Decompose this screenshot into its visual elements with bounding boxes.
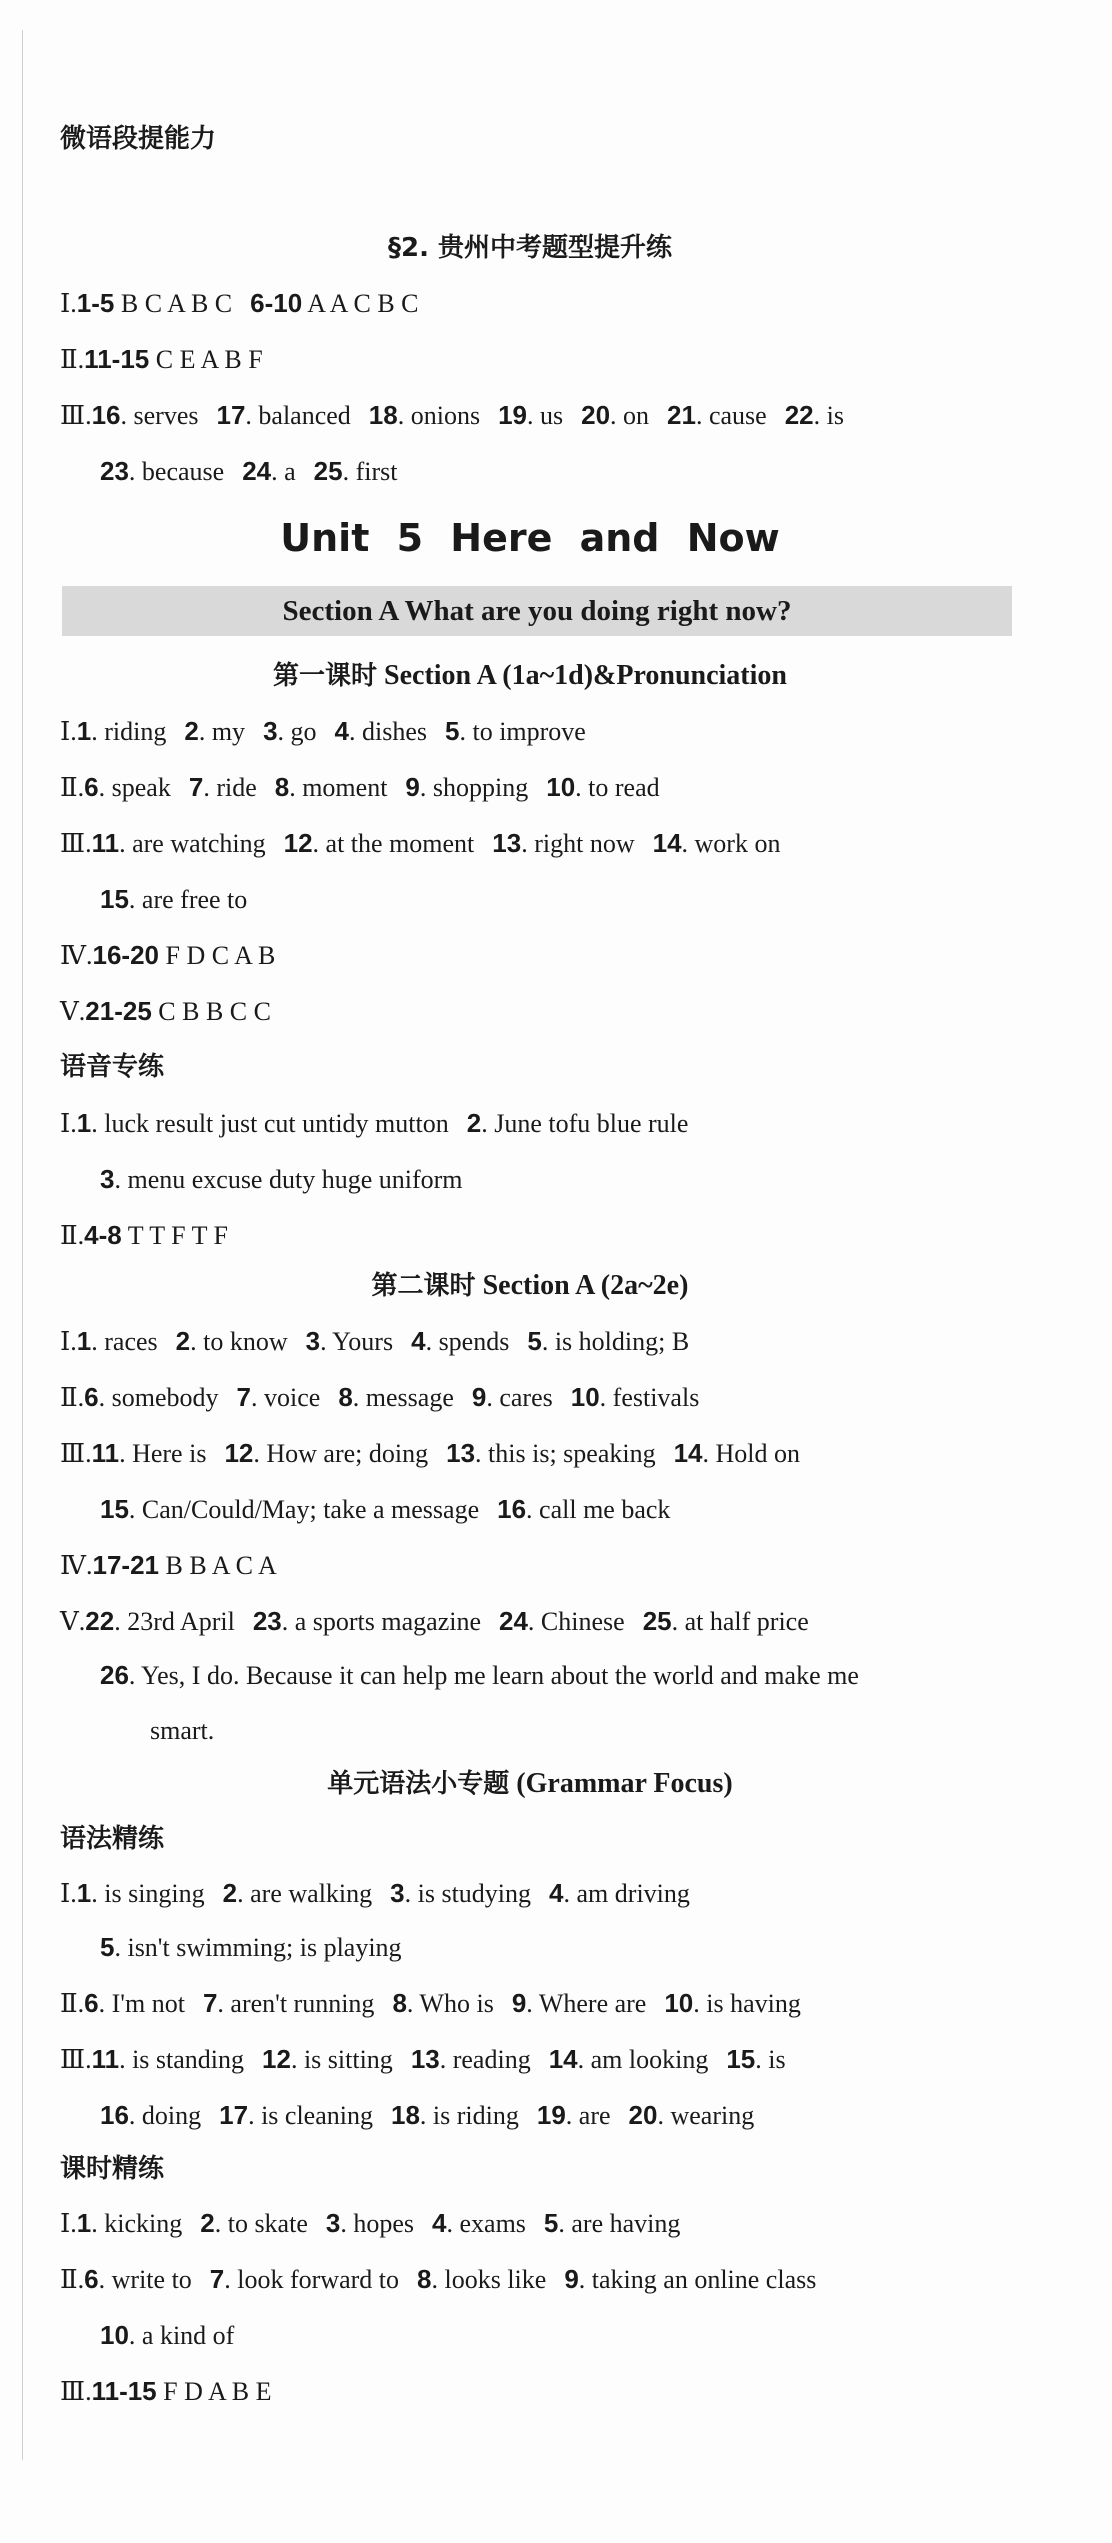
item-answer: . Where are: [526, 1989, 647, 2018]
answer-line: [60, 770, 1092, 805]
item-answer: . are free to: [128, 885, 248, 914]
item-number: 1: [76, 1326, 92, 1356]
roman-numeral: Ⅲ.: [60, 2045, 92, 2074]
item-answer: A A C B C: [302, 289, 419, 318]
item-number: 17: [216, 400, 246, 430]
grammar-title-cn: 单元语法小专题: [327, 1769, 510, 1799]
item-number: 1: [76, 1108, 92, 1138]
item-number: 3: [305, 1326, 321, 1356]
item-number: 5: [445, 716, 460, 746]
item-number: 16: [497, 1494, 527, 1524]
section-heading-grammar-practice: 语法精练: [60, 1824, 165, 1854]
item-answer: . is riding: [419, 2101, 519, 2130]
item-number: 1: [76, 716, 92, 746]
item-answer: . wearing: [657, 2101, 755, 2130]
item-number: 16: [100, 2100, 129, 2130]
item-answer: . exams: [446, 2209, 526, 2238]
item-answer: . is studying: [404, 1879, 532, 1908]
item-answer: . festivals: [599, 1383, 700, 1412]
item-number: 11: [91, 1438, 120, 1468]
roman-numeral: Ⅰ.: [60, 1109, 77, 1138]
item-answer: . serves: [120, 401, 199, 430]
roman-numeral: Ⅳ.: [60, 941, 93, 970]
item-answer: . a sports magazine: [281, 1607, 481, 1636]
roman-numeral: Ⅰ.: [60, 1879, 77, 1908]
item-number: 19: [536, 2100, 566, 2130]
lesson1-title-en: Section A (1a~1d)&Pronunciation: [377, 660, 787, 691]
section-heading-pronunciation: 语音专练: [60, 1052, 165, 1082]
item-answer: . moment: [289, 773, 388, 802]
item-answer: . because: [128, 457, 225, 486]
item-answer: . are watching: [119, 829, 266, 858]
item-number: 5: [527, 1326, 542, 1356]
item-number: 8: [274, 772, 290, 802]
answer-line: [60, 2206, 1092, 2241]
item-number: 15: [100, 1494, 129, 1524]
answer-line: [60, 1106, 1092, 1141]
item-answer: . work on: [681, 829, 781, 858]
answer-line: [100, 454, 1092, 489]
item-answer: . go: [277, 717, 317, 746]
item-number: 21-25: [85, 996, 152, 1026]
item-answer: . a: [271, 457, 296, 486]
item-number: 11-15: [91, 2376, 157, 2406]
lesson2-title-cn: 第二课时: [371, 1271, 476, 1301]
item-number: 19: [498, 400, 527, 430]
answer-line: [60, 2262, 1092, 2297]
answer-line: [100, 1930, 1092, 1965]
item-number: 3: [100, 1164, 115, 1194]
item-answer: . Here is: [119, 1439, 207, 1468]
answer-line: [60, 1986, 1092, 2021]
item-answer: . Can/Could/May; take a message: [128, 1495, 480, 1524]
roman-numeral: Ⅴ.: [60, 1607, 86, 1636]
answer-line: [60, 714, 1092, 749]
item-number: 10: [570, 1382, 600, 1412]
item-number: 18: [391, 2100, 420, 2130]
item-number: 5: [543, 2208, 559, 2238]
item-number: 23: [252, 1606, 282, 1636]
answer-line: [60, 2042, 1092, 2077]
roman-numeral: Ⅱ.: [60, 1221, 85, 1250]
item-number: 6: [84, 2264, 99, 2294]
answer-line: [60, 1876, 1092, 1911]
answer-line: [60, 2374, 1092, 2409]
item-number: 24: [499, 1606, 528, 1636]
item-answer: . this is; speaking: [475, 1439, 656, 1468]
item-answer: . menu excuse duty huge uniform: [114, 1165, 463, 1194]
item-number: 4: [334, 716, 349, 746]
item-answer: . June tofu blue rule: [481, 1109, 689, 1138]
item-answer: . message: [352, 1383, 454, 1412]
item-answer: . speak: [98, 773, 171, 802]
item-number: 5: [100, 1932, 115, 1962]
item-number: 9: [471, 1382, 487, 1412]
answer-line: [100, 2318, 1092, 2353]
guizhou-title: [0, 230, 1060, 266]
item-number: 20: [581, 400, 611, 430]
item-number: 10: [664, 1988, 694, 2018]
item-answer: . am driving: [563, 1879, 690, 1908]
item-answer: F D A B E: [156, 2377, 272, 2406]
roman-numeral: Ⅱ.: [60, 1383, 85, 1412]
item-answer: . are: [565, 2101, 611, 2130]
item-answer: . looks like: [431, 2265, 547, 2294]
item-number: 10: [546, 772, 576, 802]
lesson2-title-en: Section A (2a~2e): [475, 1270, 689, 1301]
answer-line: [60, 342, 1092, 377]
roman-numeral: Ⅰ.: [60, 717, 77, 746]
item-number: 12: [283, 828, 313, 858]
roman-numeral: Ⅰ.: [60, 1327, 77, 1356]
roman-numeral: Ⅳ.: [60, 1551, 93, 1580]
item-number: 4-8: [84, 1220, 122, 1250]
item-number: 22: [85, 1606, 115, 1636]
item-answer: . is holding; B: [541, 1327, 690, 1356]
item-number: 1: [76, 2208, 92, 2238]
item-number: 7: [209, 2264, 225, 2294]
item-number: 6: [84, 1988, 99, 2018]
item-number: 25: [642, 1606, 672, 1636]
item-number: 2: [184, 716, 199, 746]
item-number: 6: [84, 772, 99, 802]
item-number: 9: [511, 1988, 527, 2018]
item-answer: . ride: [203, 773, 257, 802]
roman-numeral: Ⅴ.: [60, 997, 86, 1026]
item-answer: . my: [198, 717, 246, 746]
item-number: 8: [417, 2264, 432, 2294]
item-answer: . right now: [521, 829, 635, 858]
item-answer: . reading: [439, 2045, 531, 2074]
item-answer: . somebody: [98, 1383, 219, 1412]
item-answer: . am looking: [577, 2045, 709, 2074]
item-answer: F D C A B: [158, 941, 276, 970]
answer-line: [60, 1548, 1092, 1583]
item-number: 14: [548, 2044, 578, 2074]
item-answer: . write to: [98, 2265, 192, 2294]
item-answer: . shopping: [419, 773, 529, 802]
answer-line: [60, 1380, 1092, 1415]
item-number: 2: [200, 2208, 215, 2238]
item-number: 8: [392, 1988, 407, 2018]
item-answer: . is singing: [91, 1879, 205, 1908]
item-answer: . onions: [397, 401, 481, 430]
roman-numeral: Ⅲ.: [60, 2377, 92, 2406]
item-number: 3: [263, 716, 278, 746]
answer-line: [60, 1218, 1092, 1253]
item-number: 13: [492, 828, 522, 858]
item-number: 8: [338, 1382, 353, 1412]
section-heading-lesson-practice: 课时精练: [60, 2154, 165, 2184]
answer-line: [100, 1658, 1092, 1693]
item-answer: . spends: [425, 1327, 510, 1356]
guizhou-title-text: §2. 贵州中考题型提升练: [387, 233, 673, 263]
item-number: 17-21: [92, 1550, 159, 1580]
item-number: 12: [262, 2044, 291, 2074]
item-answer: . is sitting: [290, 2045, 393, 2074]
roman-numeral: Ⅱ.: [60, 773, 85, 802]
item-answer: . balanced: [245, 401, 351, 430]
item-number: 13: [446, 1438, 476, 1468]
item-number: 9: [564, 2264, 579, 2294]
item-number: 22: [784, 400, 814, 430]
roman-numeral: Ⅰ.: [60, 2209, 77, 2238]
item-answer: . dishes: [349, 717, 427, 746]
item-number: 26: [100, 1660, 129, 1690]
item-number: 23: [100, 456, 129, 486]
item-answer: B B A C A: [158, 1551, 277, 1580]
lesson1-title-cn: 第一课时: [273, 661, 378, 691]
item-answer: C E A B F: [149, 345, 263, 374]
unit-title: Unit 5 Here and Now: [280, 516, 780, 560]
section-bar: Section A What are you doing right now?: [62, 586, 1012, 636]
roman-numeral: Ⅲ.: [60, 401, 92, 430]
answer-line: [60, 938, 1092, 973]
grammar-title: [0, 1766, 1060, 1802]
grammar-title-en: (Grammar Focus): [509, 1768, 733, 1799]
item-answer: . doing: [128, 2101, 202, 2130]
item-number: 4: [432, 2208, 447, 2238]
item-number: 3: [390, 1878, 405, 1908]
item-number: 2: [222, 1878, 238, 1908]
item-answer: . Yes, I do. Because it can help me learn about the world and make me: [128, 1661, 859, 1690]
item-number: 9: [405, 772, 420, 802]
item-answer: . to improve: [459, 717, 586, 746]
item-answer: . us: [526, 401, 564, 430]
answer-line: [60, 1604, 1092, 1639]
answer-line: [60, 286, 1092, 321]
answer-line: [60, 826, 1092, 861]
item-number: 6-10: [250, 288, 303, 318]
item-answer: . I'm not: [98, 1989, 185, 2018]
item-answer: . races: [91, 1327, 158, 1356]
answer-line: [100, 1492, 1092, 1527]
roman-numeral: Ⅲ.: [60, 829, 92, 858]
item-number: 10: [100, 2320, 129, 2350]
answer-line: [60, 994, 1092, 1029]
roman-numeral: Ⅰ.: [60, 289, 77, 318]
answer-line: [60, 398, 1092, 433]
item-answer: . 23rd April: [114, 1607, 235, 1636]
answer-line: [100, 1162, 1092, 1197]
item-answer: . to read: [575, 773, 660, 802]
item-answer: . on: [610, 401, 650, 430]
page-edge-line: [22, 30, 23, 2460]
item-answer: . kicking: [91, 2209, 183, 2238]
item-answer: . is: [813, 401, 844, 430]
item-number: 7: [188, 772, 204, 802]
item-number: 24: [242, 456, 272, 486]
item-number: 4: [549, 1878, 564, 1908]
item-number: 14: [652, 828, 682, 858]
item-answer: . a kind of: [128, 2321, 235, 2350]
item-answer: . Hold on: [702, 1439, 801, 1468]
lesson2-title: [0, 1268, 1060, 1304]
item-number: 15: [726, 2044, 756, 2074]
item-number: 18: [368, 400, 398, 430]
item-answer: . Who is: [406, 1989, 494, 2018]
item-number: 20: [628, 2100, 658, 2130]
item-number: 17: [219, 2100, 249, 2130]
item-number: 21: [667, 400, 696, 430]
item-answer: . luck result just cut untidy mutton: [91, 1109, 449, 1138]
answer-line: [60, 1436, 1092, 1471]
item-answer: . to skate: [214, 2209, 308, 2238]
item-number: 11: [91, 2044, 120, 2074]
item-answer: . How are; doing: [253, 1439, 429, 1468]
answer-line-continued: smart.: [150, 1716, 215, 1745]
item-answer: . call me back: [526, 1495, 671, 1524]
item-number: 7: [236, 1382, 251, 1412]
section-heading-wei-yu-duan: 微语段提能力: [60, 124, 217, 154]
item-answer: . isn't swimming; is playing: [114, 1933, 402, 1962]
item-answer: . Chinese: [527, 1607, 625, 1636]
item-answer: . cause: [695, 401, 767, 430]
item-number: 12: [224, 1438, 254, 1468]
item-number: 1: [76, 1878, 92, 1908]
item-number: 2: [466, 1108, 482, 1138]
item-answer: . at half price: [671, 1607, 809, 1636]
item-number: 3: [325, 2208, 341, 2238]
item-number: 6: [84, 1382, 99, 1412]
answer-line: [100, 2098, 1092, 2133]
roman-numeral: Ⅲ.: [60, 1439, 92, 1468]
item-answer: . voice: [251, 1383, 321, 1412]
item-answer: . is standing: [119, 2045, 245, 2074]
item-answer: . is: [755, 2045, 786, 2074]
item-answer: . cares: [486, 1383, 553, 1412]
answer-line: [100, 882, 1092, 917]
item-number: 14: [673, 1438, 703, 1468]
lesson1-title: [0, 658, 1060, 694]
item-number: 11: [91, 828, 120, 858]
item-answer: . is having: [693, 1989, 801, 2018]
item-answer: . look forward to: [224, 2265, 400, 2294]
item-number: 11-15: [84, 344, 150, 374]
item-answer: . Yours: [320, 1327, 394, 1356]
item-number: 7: [202, 1988, 218, 2018]
item-number: 1-5: [76, 288, 115, 318]
roman-numeral: Ⅱ.: [60, 2265, 85, 2294]
item-answer: . first: [342, 457, 398, 486]
item-number: 16: [91, 400, 121, 430]
roman-numeral: Ⅱ.: [60, 1989, 85, 2018]
item-number: 16-20: [92, 940, 159, 970]
item-number: 2: [175, 1326, 191, 1356]
item-answer: T T F T F: [121, 1221, 228, 1250]
item-answer: . is cleaning: [248, 2101, 373, 2130]
item-answer: C B B C C: [151, 997, 271, 1026]
item-answer: . aren't running: [217, 1989, 375, 2018]
item-answer: B C A B C: [114, 289, 233, 318]
item-answer: . at the moment: [312, 829, 475, 858]
item-answer: . hopes: [340, 2209, 415, 2238]
roman-numeral: Ⅱ.: [60, 345, 85, 374]
item-answer: . are having: [558, 2209, 681, 2238]
item-answer: . taking an online class: [578, 2265, 817, 2294]
answer-line: [60, 1324, 1092, 1359]
item-number: 4: [411, 1326, 426, 1356]
item-number: 15: [100, 884, 129, 914]
item-answer: . riding: [91, 717, 167, 746]
item-answer: . are walking: [237, 1879, 373, 1908]
item-number: 13: [410, 2044, 440, 2074]
item-number: 25: [313, 456, 343, 486]
item-answer: . to know: [190, 1327, 288, 1356]
